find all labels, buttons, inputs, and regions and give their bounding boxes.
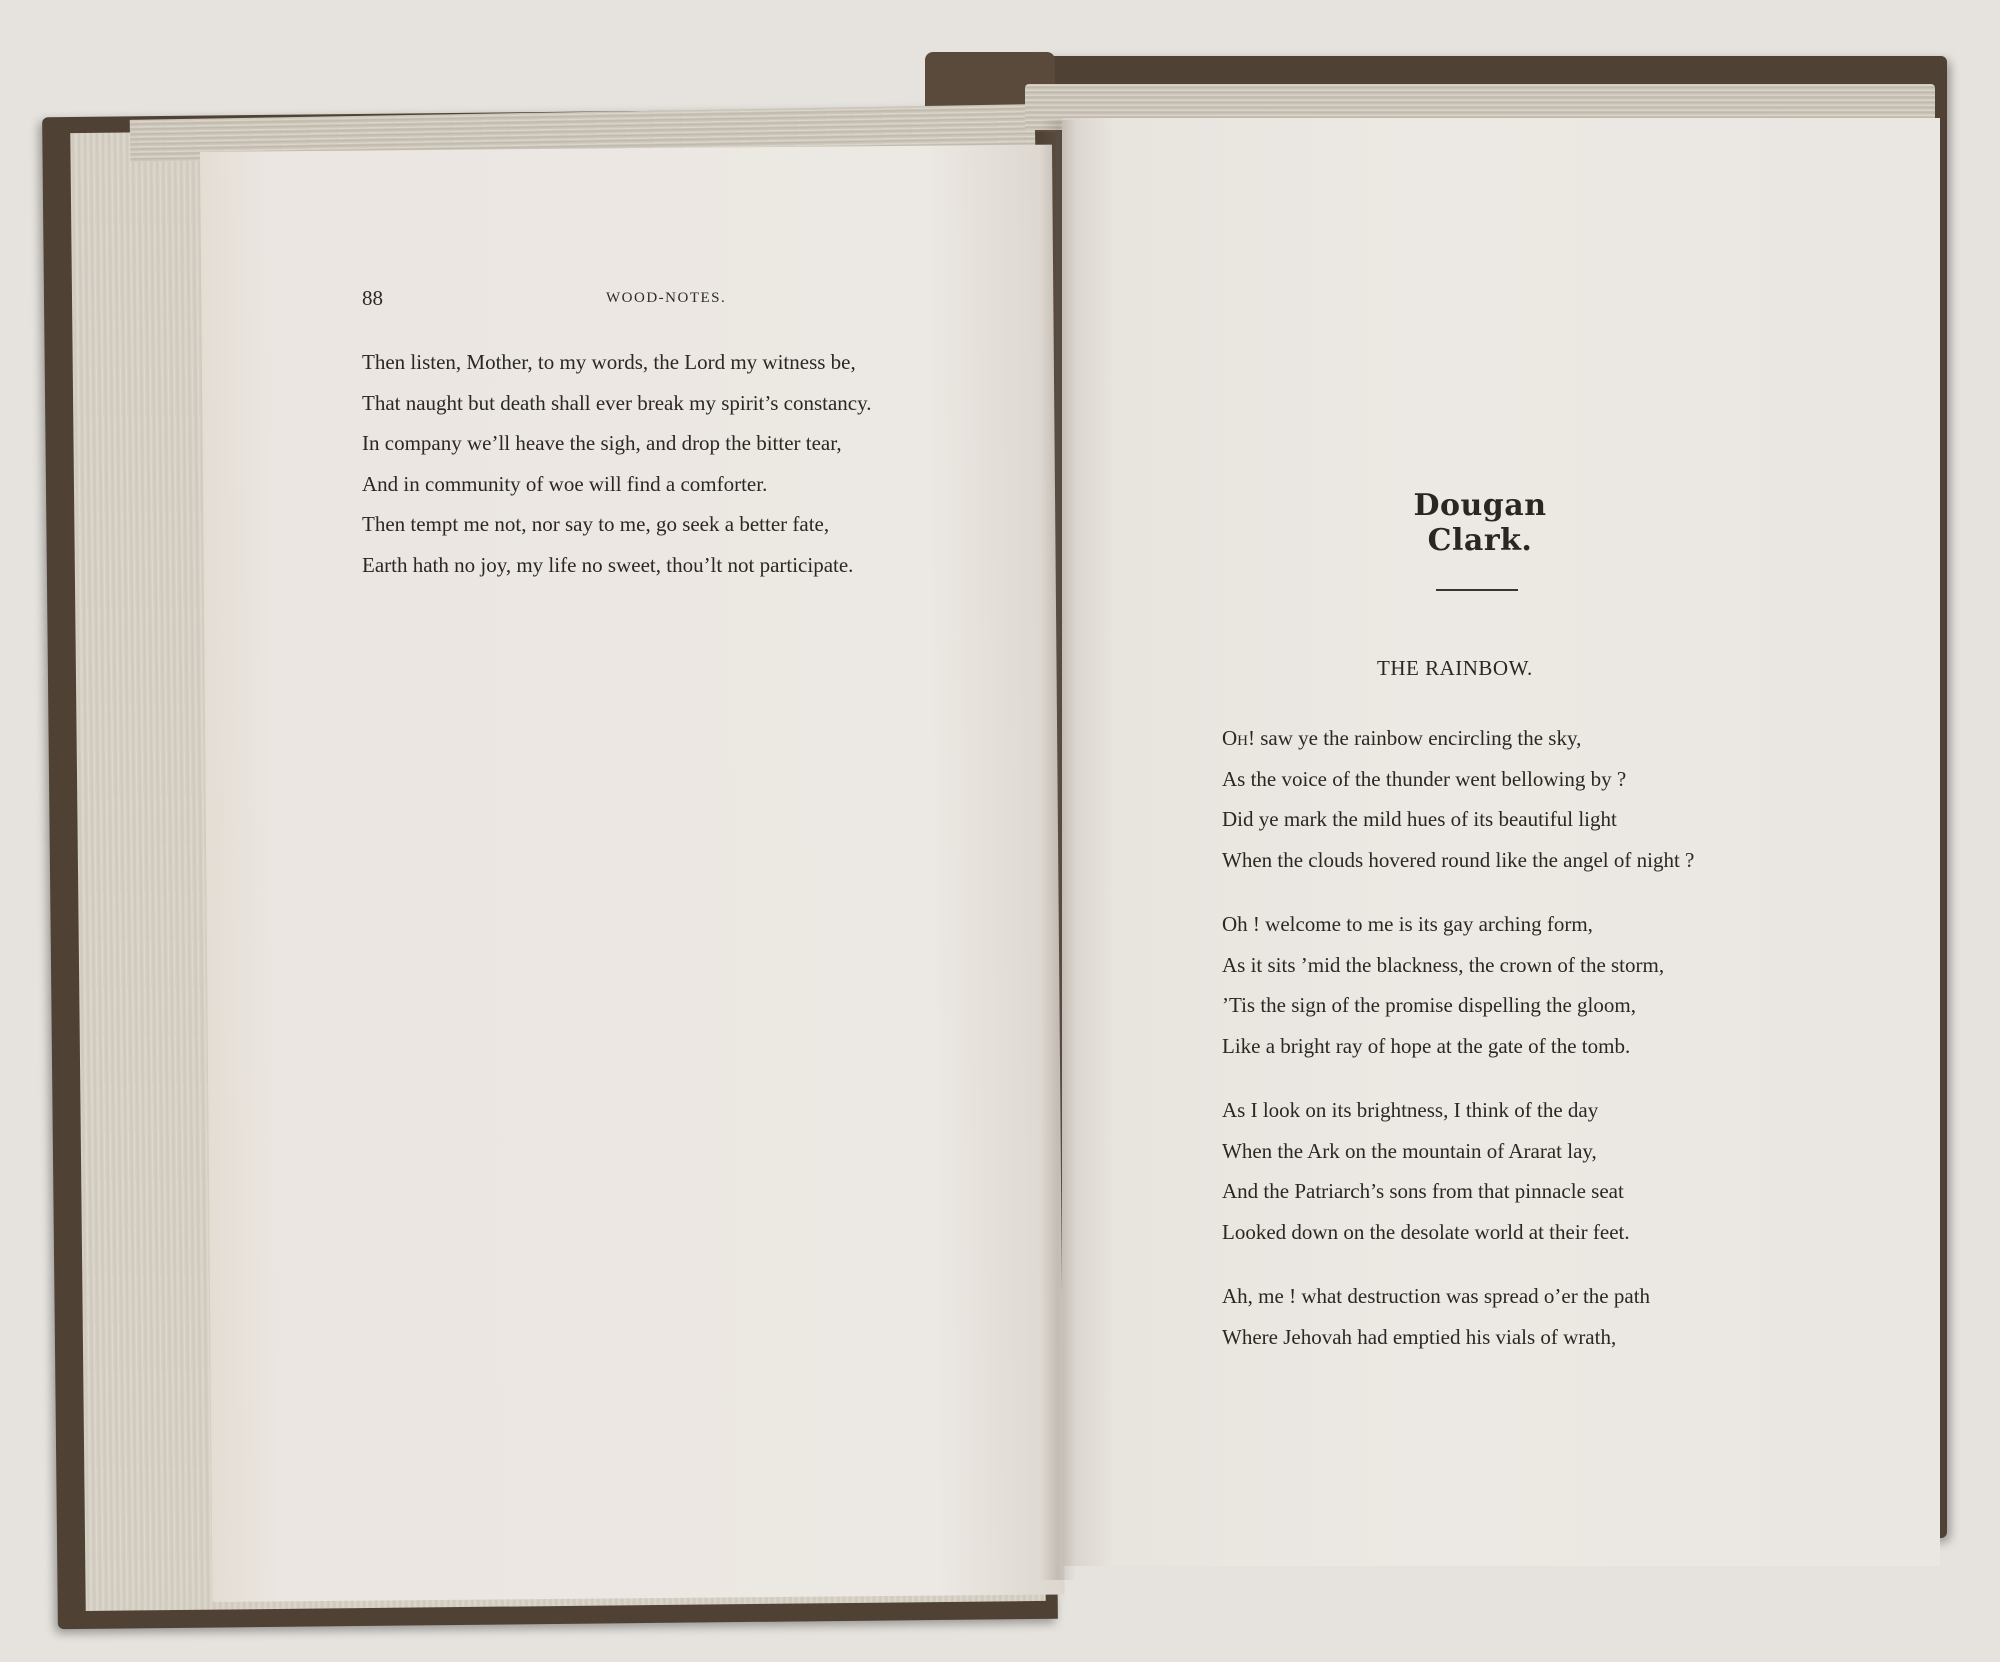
verse-line: Like a bright ray of hope at the gate of the tomb. bbox=[1222, 1033, 1631, 1058]
verse-line bbox=[1222, 718, 1792, 759]
verse-line: And in community of woe will find a comforter. bbox=[362, 471, 768, 496]
first-line-rest: ! saw ye the rainbow encircling the sky, bbox=[1248, 726, 1582, 750]
verse-line: In company we’ll heave the sigh, and drop the bitter tear, bbox=[362, 431, 842, 455]
left-page-verse bbox=[362, 342, 1012, 585]
verse-line: ’Tis the sign of the promise dispelling the gloom, bbox=[1222, 993, 1636, 1017]
verse-line: As it sits ’mid the blackness, the crown of the storm, bbox=[1222, 952, 1665, 977]
verse-line: And the Patriarch’s sons from that pinnacle seat bbox=[1222, 1179, 1624, 1203]
page-number: 88 bbox=[362, 286, 383, 310]
verse-line: Earth hath no joy, my life no sweet, thou’lt not participate. bbox=[362, 552, 854, 577]
verse-line: Oh ! welcome to me is its gay arching form, bbox=[1222, 912, 1593, 936]
verse-line: When the Ark on the mountain of Ararat lay, bbox=[1222, 1138, 1597, 1163]
verse-line: Then tempt me not, nor say to me, go seek a better fate, bbox=[362, 512, 830, 536]
first-word: Oh bbox=[1222, 726, 1248, 750]
book-gutter bbox=[1040, 120, 1076, 1580]
verse-line: Ah, me ! what destruction was spread o’er the path bbox=[1222, 1284, 1651, 1308]
running-title: WOOD-NOTES. bbox=[606, 290, 727, 306]
stanza-1 bbox=[1222, 718, 1792, 880]
verse-line: When the clouds hovered round like the angel of night ? bbox=[1222, 847, 1695, 872]
verse-line: Looked down on the desolate world at their feet. bbox=[1222, 1219, 1630, 1244]
stanza-2 bbox=[1222, 904, 1792, 1066]
verse-line: Then listen, Mother, to my words, the Lord my witness be, bbox=[362, 350, 856, 374]
verse-line: Did ye mark the mild hues of its beautiful light bbox=[1222, 807, 1617, 831]
verse-line: As the voice of the thunder went bellowing by ? bbox=[1222, 766, 1627, 791]
poem-title: THE RAINBOW. bbox=[1377, 656, 1533, 680]
heading-rule bbox=[1436, 589, 1518, 591]
verse-line: Where Jehovah had emptied his vials of wrath, bbox=[1222, 1324, 1617, 1349]
author-heading: Dougan Clark. bbox=[1413, 488, 1547, 558]
stanza-3 bbox=[1222, 1090, 1792, 1252]
stanza-4 bbox=[1222, 1276, 1792, 1357]
verse-line: As I look on its brightness, I think of the day bbox=[1222, 1098, 1599, 1122]
verse-line: That naught but death shall ever break my spirit’s constancy. bbox=[362, 390, 872, 415]
left-page-header bbox=[362, 286, 1002, 316]
